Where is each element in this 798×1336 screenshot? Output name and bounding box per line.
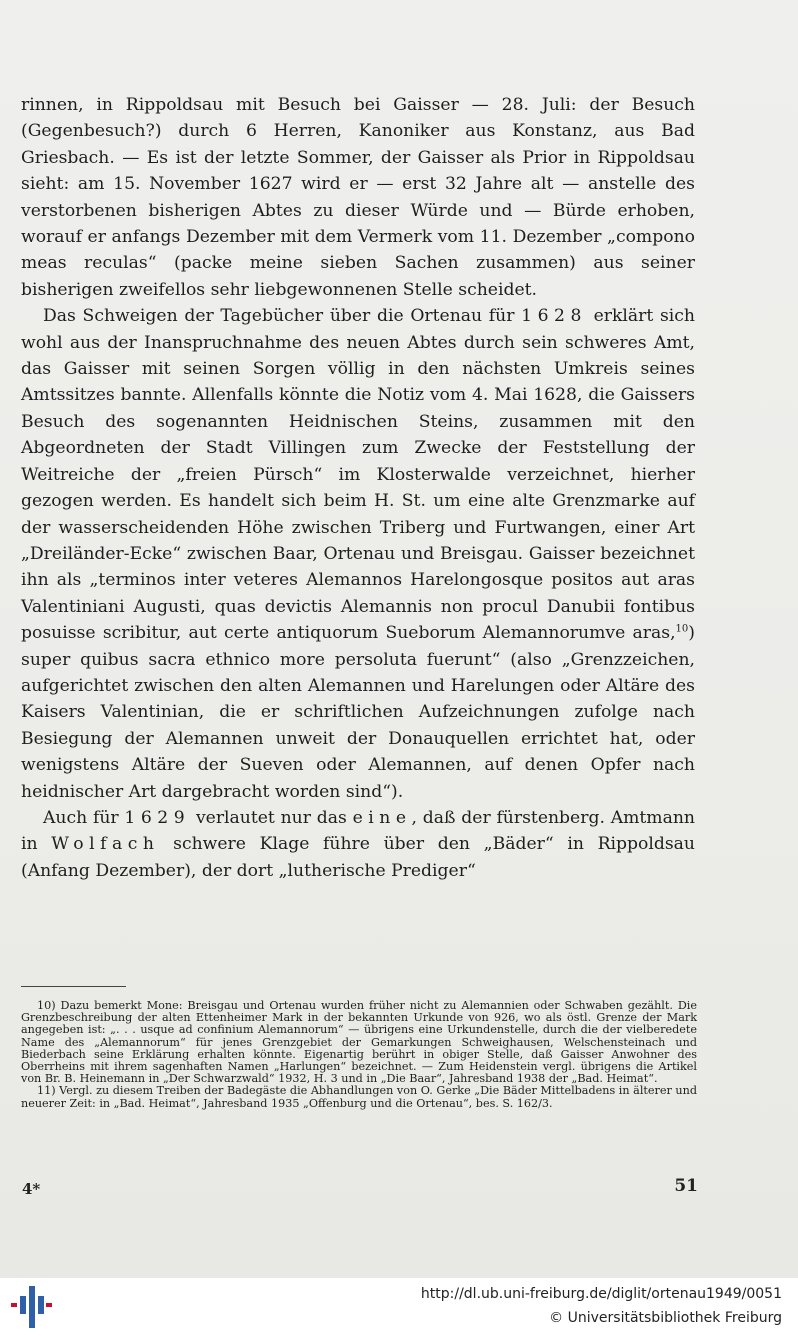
paragraph-2: Das Schweigen der Tagebücher über die Ortenau für 1628 erklärt sich wohl aus der Inanspruchnahme des neuen Abtes durch sein schweres Amt, das Gaisser mit seinen Sorgen völlig in den nächsten Umkreis seines Amtssitzes bannte. Allenfalls könnte die Notiz vom 4. Mai 1628, die Gaissers Besuch des sogenannten Heidnischen Steins, zusammen mit den Abgeordneten der Stadt Villingen zum Zwecke der Feststellung der Weitreiche der „freien Pürsch“ im Klosterwalde verzeichnet, hierher gezogen werden. Es handelt sich beim H. St. um eine alte Grenzmarke auf der wasserscheidenden Höhe zwischen Triberg und Furtwangen, einer Art „Dreiländer-Ecke“ zwischen Baar, Ortenau und Breisgau. Gaisser bezeichnet ihn als „terminos inter veteres Alemannos Harelongosque positos aut aras Valentiniani Augusti, quas devictis Alemannis non procul Danubii fontibus posuisse scribitur, aut certe antiquorum Sueborum Alemannorumve aras,$^{10}$) super quibus sacra ethnico more persoluta fuerunt“ (also „Grenzzeichen, aufgerichtet zwischen den alten Alemannen und Harelungen oder Altäre des Kaisers Valentinian, die er schriftlichen Aufzeichnungen zufolge nach Besiegung der Alemannen unweit der Donauquellen errichtet hat, oder wenigstens Altäre der Sueven oder Alemannen, auf denen Opfer nach heidnischer Art dargebracht worden sind“).	[21, 306, 696, 802]
main-text	[21, 92, 695, 884]
spaced-year-1629: 1629	[124, 807, 191, 828]
spaced-word-wolfach: Wolfach	[51, 834, 160, 855]
footnote-rule	[21, 986, 126, 987]
paragraph-1: rinnen, in Rippoldsau mit Besuch bei Gaisser — 28. Juli: der Besuch (Gegenbesuch?) durch 6 Herren, Kanoniker aus Konstanz, aus Bad Griesbach. — Es ist der letzte Sommer, der Gaisser als Prior in Rippoldsau sieht: am 15. November 1627 wird er — erst 32 Jahre alt — anstelle des verstorbenen bisherigen Abtes zu dieser Würde und — Bürde erhoben, worauf er anfangs Dezember mit dem Vermerk vom 11. Dezember „compono meas reculas“ (packe meine sieben Sachen zusammen) aus seiner bisherigen zweifellos sehr liebgewonnenen Stelle scheidet.	[21, 95, 695, 300]
signature-mark: 4*	[22, 1180, 41, 1198]
footer-bar	[0, 1278, 798, 1336]
footnote-ref-10: 10	[675, 623, 689, 635]
footnote-11: 11) Vergl. zu diesem Treiben der Badegäste die Abhandlungen von O. Gerke „Die Bäder Mittelbadens in älterer und neuerer Zeit: in „Bad. Heimat“, Jahresband 1935 „Offenburg und die Ortenau“, bes. S. 162/3.	[21, 1084, 697, 1110]
permalink-url[interactable]: http://dl.ub.uni-freiburg.de/diglit/ortenau1949/0051	[420, 1286, 782, 1302]
spaced-word-eine: eine	[352, 807, 412, 828]
ub-freiburg-logo-icon	[10, 1286, 52, 1328]
paragraph-3: Auch für 1629 verlautet nur das eine, daß der fürstenberg. Amtmann in Wolfach schwere Klage führe über den „Bäder“ in Rippoldsau (Anfang Dezember), der dort „lutherische Prediger“	[21, 807, 695, 881]
copyright-notice: © Universitätsbibliothek Freiburg	[549, 1310, 782, 1326]
footnote-10: 10) Dazu bemerkt Mone: Breisgau und Ortenau wurden früher nicht zu Alemannien oder Schwaben gezählt. Die Grenzbeschreibung der alten Ettenheimer Mark in der bekannten Urkunde von 926, wo als östl. Grenze der Mark angegeben ist: „. . . usque ad confinium Alemannorum“ — übrigens eine Urkundenstelle, durch die der vielberedete Name des „Alemannorum“ für jenes Grenzgebiet der Gemarkungen Schweighausen, Welschensteinach und Biederbach seine Erklärung erhalten könnte. Eigenartig berührt in obiger Stelle, daß Gaisser Anwohner des Oberrheins mit ihrem sagenhaften Namen „Harlungen“ bezeichnet. — Zum Heidenstein vergl. übrigens die Artikel von Br. B. Heinemann in „Der Schwarzwald“ 1932, H. 3 und in „Die Baar“, Jahresband 1938 der „Bad. Heimat“.	[21, 999, 697, 1086]
footnotes	[21, 1000, 697, 1110]
spaced-year-1628: 1628	[521, 306, 587, 327]
page-number: 51	[674, 1176, 698, 1196]
